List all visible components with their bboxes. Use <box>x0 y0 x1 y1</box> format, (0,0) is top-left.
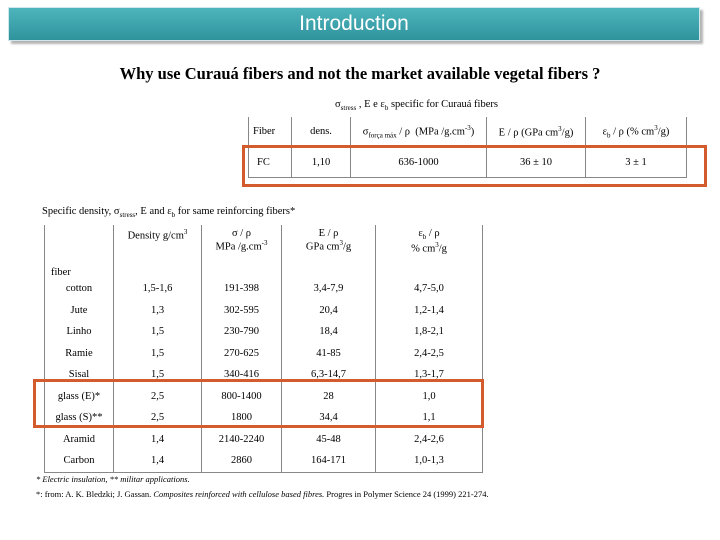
header-cell: $\varepsilon_b$ / ρ (% $cm^3/g$) <box>586 117 687 147</box>
header-cell: E / ρ (GPa $cm^3/g$) <box>487 117 586 147</box>
table-cell: 1,2-1,4 <box>376 300 483 322</box>
footnote-authors: *: from: A. K. Bledzki; J. Gassan. <box>36 489 152 499</box>
comparison-caption: Specific density, $\sigma_{stress}$, E and $\varepsilon_b$ for same reinforcing fibers* <box>42 206 296 220</box>
table-cell: 2,5 <box>114 386 202 408</box>
title-bar <box>8 7 700 41</box>
table-cell: 34,4 <box>282 407 376 429</box>
table-cell: 3 ± 1 <box>586 147 687 178</box>
header-cell: σ / ρ MPa $/g.cm^{-3}$ <box>202 225 282 278</box>
table-cell: 1,5 <box>114 343 202 365</box>
table-cell: Ramie <box>45 343 114 365</box>
table-cell: 270-625 <box>202 343 282 365</box>
table-cell: 18,4 <box>282 321 376 343</box>
table-cell: Sisal <box>45 364 114 386</box>
highlight-box-glass <box>33 379 484 428</box>
table-cell: 41-85 <box>282 343 376 365</box>
table-row <box>45 321 483 343</box>
table-cell: Jute <box>45 300 114 322</box>
table-cell: 36 ± 10 <box>487 147 586 178</box>
table-cell: Carbon <box>45 450 114 472</box>
table-cell: 20,4 <box>282 300 376 322</box>
table-cell: 2,4-2,6 <box>376 429 483 451</box>
header-cell: $\sigma_{força máx}$ / ρ (MPa $/g.cm^{-3}$) <box>351 117 487 147</box>
comparison-table <box>44 225 483 473</box>
table-cell: 1,0 <box>376 386 483 408</box>
table-cell: FC <box>249 147 292 178</box>
table-header-row <box>45 225 483 278</box>
table-row <box>45 343 483 365</box>
footnote-applications: * Electric insulation, ** militar applications. <box>36 474 190 484</box>
table-cell: 1,0-1,3 <box>376 450 483 472</box>
table-cell: 2860 <box>202 450 282 472</box>
table-cell: 1,3 <box>114 300 202 322</box>
header-label: fiber <box>51 267 71 278</box>
table-cell: cotton <box>45 278 114 300</box>
table-row <box>45 450 483 472</box>
table-cell: 2,5 <box>114 407 202 429</box>
table-cell: 800-1400 <box>202 386 282 408</box>
table-cell: 1,1 <box>376 407 483 429</box>
slide-title: Introduction <box>299 12 409 35</box>
table-cell: 4,7-5,0 <box>376 278 483 300</box>
table-cell: 45-48 <box>282 429 376 451</box>
slide-heading: Why use Curauá fibers and not the market available vegetal fibers ? <box>119 64 601 83</box>
table-cell: 1,3-1,7 <box>376 364 483 386</box>
table-cell: 191-398 <box>202 278 282 300</box>
table-cell: 2140-2240 <box>202 429 282 451</box>
table-row <box>45 429 483 451</box>
table-cell: 6,3-14,7 <box>282 364 376 386</box>
table-cell: 302-595 <box>202 300 282 322</box>
highlight-box-curaua <box>242 145 707 187</box>
table-cell: 1800 <box>202 407 282 429</box>
table-cell: 1,4 <box>114 429 202 451</box>
table-cell: 340-416 <box>202 364 282 386</box>
table-cell: 28 <box>282 386 376 408</box>
table-cell: glass (E)* <box>45 386 114 408</box>
footnote-reference <box>36 489 489 499</box>
table-cell: 1,5 <box>114 364 202 386</box>
table-cell: 164-171 <box>282 450 376 472</box>
table-cell: Aramid <box>45 429 114 451</box>
table-cell: 230-790 <box>202 321 282 343</box>
table-cell: 1,5-1,6 <box>114 278 202 300</box>
table-cell: glass (S)** <box>45 407 114 429</box>
footnote-journal: Progres in Polymer Science 24 (1999) 221-274. <box>326 489 489 499</box>
header-cell: Fiber <box>249 117 292 147</box>
header-cell <box>45 225 114 278</box>
table-header-row <box>249 117 687 147</box>
curaua-caption: $\sigma_{stress}$ , E e $\varepsilon_b$ specific for Curauá fibers <box>335 99 498 113</box>
header-cell: Density $g/cm^3$ <box>114 225 202 278</box>
table-cell: 636-1000 <box>351 147 487 178</box>
table-cell: 3,4-7,9 <box>282 278 376 300</box>
table-row <box>45 300 483 322</box>
table-cell: 1,5 <box>114 321 202 343</box>
table-cell: Linho <box>45 321 114 343</box>
table-cell: 1,8-2,1 <box>376 321 483 343</box>
table-cell: 1,10 <box>292 147 351 178</box>
header-cell: dens. <box>292 117 351 147</box>
header-cell: $\varepsilon_b$ / ρ % $cm^3/g$ <box>376 225 483 278</box>
table-cell: 1,4 <box>114 450 202 472</box>
table-cell: 2,4-2,5 <box>376 343 483 365</box>
header-cell: E / ρ GPa $cm^3/g$ <box>282 225 376 278</box>
footnote-title: Composites reinforced with cellulose based fibres. <box>153 489 325 499</box>
table-row <box>45 278 483 300</box>
